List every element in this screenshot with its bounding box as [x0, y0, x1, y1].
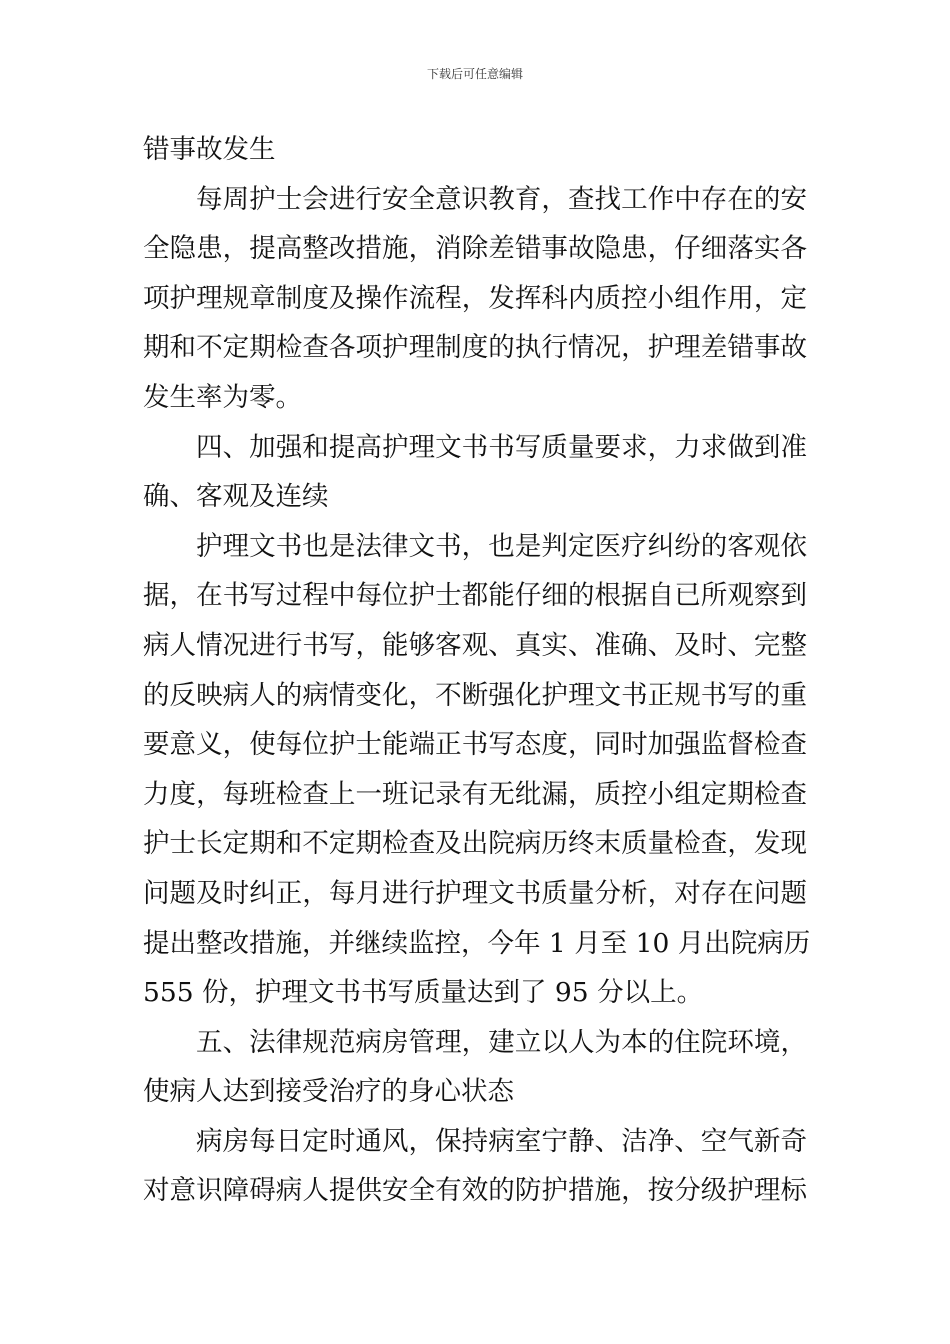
- text-line: 问题及时纠正，每月进行护理文书质量分析，对存在问题: [143, 877, 807, 909]
- text-line: 病人情况进行书写，能够客观、真实、准确、及时、完整: [143, 629, 807, 661]
- text-line: 期和不定期检查各项护理制度的执行情况，护理差错事故: [143, 332, 807, 364]
- text-line: 四、加强和提高护理文书书写质量要求，力求做到准: [196, 431, 807, 463]
- text-line: 据，在书写过程中每位护士都能仔细的根据自已所观察到: [143, 580, 807, 612]
- text-line: 的反映病人的病情变化，不断强化护理文书正规书写的重: [143, 679, 807, 711]
- text-line: 对意识障碍病人提供安全有效的防护措施，按分级护理标: [143, 1175, 807, 1207]
- text-line: 提出整改措施，并继续监控，今年 1 月至 10 月出院病历: [143, 927, 811, 959]
- text-line: 使病人达到接受治疗的身心状态: [143, 1076, 514, 1108]
- text-line: 护士长定期和不定期检查及出院病历终末质量检查，发现: [143, 828, 807, 860]
- text-line: 护理文书也是法律文书，也是判定医疗纠纷的客观依: [196, 530, 807, 562]
- text-line: 发生率为零。: [143, 381, 302, 413]
- page-header: 下载后可任意编辑: [426, 67, 523, 81]
- text-line: 要意义，使每位护士能端正书写态度，同时加强监督检查: [143, 729, 807, 761]
- body-text: [143, 125, 811, 1216]
- text-line: 全隐患，提高整改措施，消除差错事故隐患，仔细落实各: [143, 233, 807, 265]
- text-line: 错事故发生: [143, 134, 276, 165]
- text-line: 555 份，护理文书书写质量达到了 95 分以上。: [143, 977, 704, 1009]
- text-line: 五、法律规范病房管理，建立以人为本的住院环境，: [196, 1026, 807, 1058]
- text-line: 项护理规章制度及操作流程，发挥科内质控小组作用，定: [143, 282, 807, 314]
- text-line: 力度，每班检查上一班记录有无纰漏，质控小组定期检查: [143, 778, 807, 810]
- text-line: 每周护士会进行安全意识教育，查找工作中存在的安: [196, 183, 807, 215]
- text-line: 确、客观及连续: [143, 481, 329, 513]
- text-line: 病房每日定时通风，保持病室宁静、洁净、空气新奇: [196, 1125, 807, 1157]
